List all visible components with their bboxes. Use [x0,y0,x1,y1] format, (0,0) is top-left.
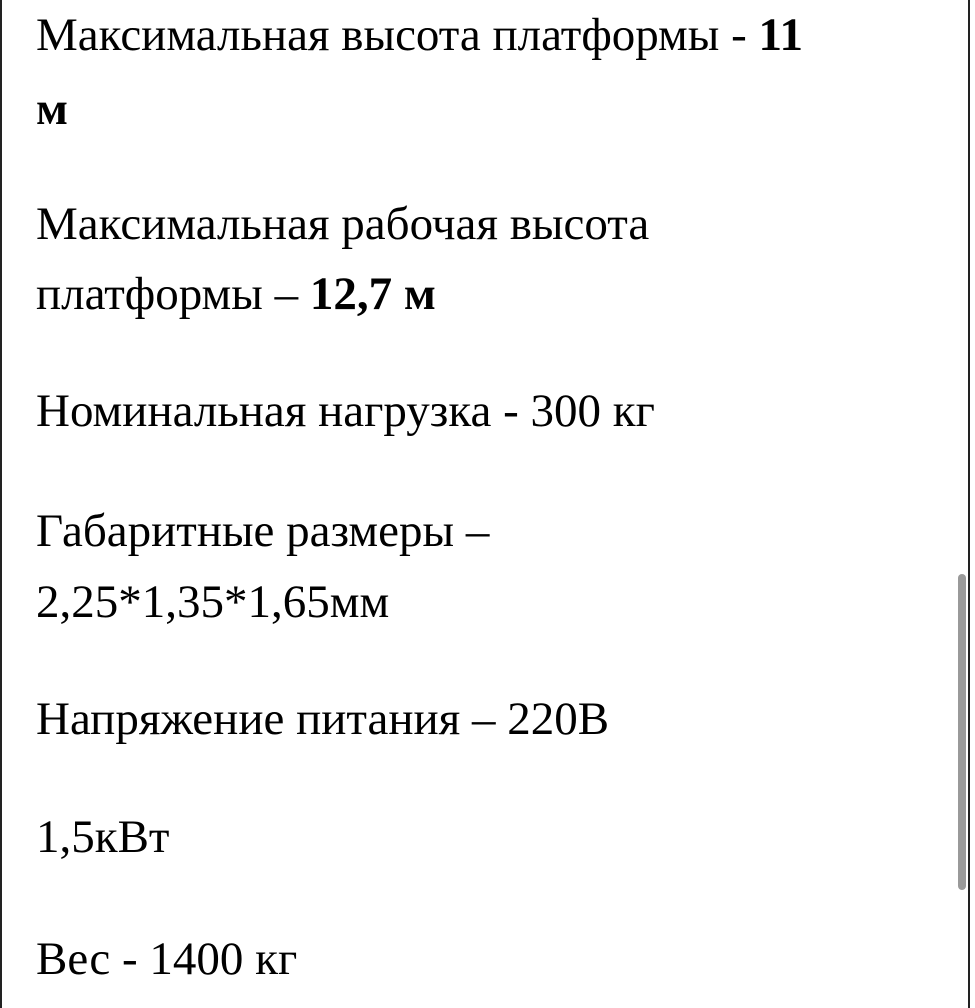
vertical-scrollbar[interactable] [958,574,966,890]
spec-max-height-value: 11 [758,9,803,61]
spec-weight: Вес - 1400 кг [36,933,298,985]
spec-max-work-height-value: 12,7 м [309,268,436,320]
spec-voltage: Напряжение питания – 220В [36,693,610,745]
spec-max-height-unit: м [36,83,69,135]
spec-dimensions-line1: Габаритные размеры – [36,505,490,557]
spec-max-work-height-label: платформы – [36,268,310,320]
spec-max-height-label: Максимальная высота платформы - [36,9,759,61]
spec-max-work-height-line2 [36,255,436,333]
spec-nominal-load: Номинальная нагрузка - 300 кг [36,385,655,437]
spec-dimensions-value: 2,25*1,35*1,65мм [36,576,390,628]
spec-max-work-height-line1: Максимальная рабочая высота [36,198,650,250]
spec-power: 1,5кВт [36,811,170,863]
spec-max-height-line1 [36,0,803,74]
